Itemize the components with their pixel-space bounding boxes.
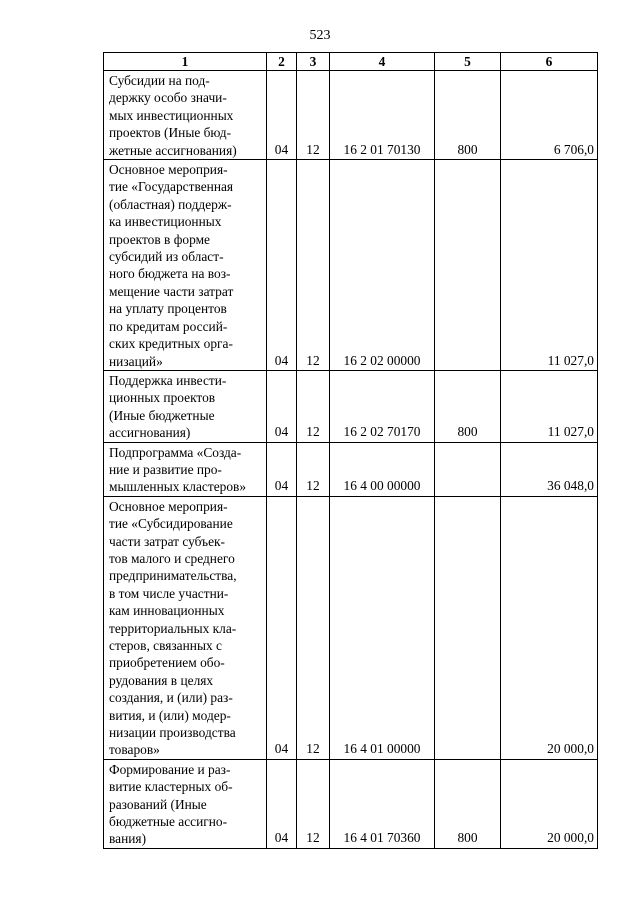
row-amount: 20 000,0: [501, 496, 598, 759]
row-expense-type: 800: [435, 759, 501, 848]
row-amount: 6 706,0: [501, 71, 598, 160]
header-col-6: 6: [501, 53, 598, 71]
row-subsection: 12: [297, 71, 330, 160]
row-subsection: 12: [297, 759, 330, 848]
header-row: [104, 53, 598, 71]
row-amount: 20 000,0: [501, 759, 598, 848]
header-col-3: 3: [297, 53, 330, 71]
table-row: [104, 442, 598, 496]
table-row: [104, 496, 598, 759]
row-expense-type: [435, 496, 501, 759]
table-row: [104, 759, 598, 848]
row-section: 04: [267, 370, 297, 442]
header-col-2: 2: [267, 53, 297, 71]
row-target-code: 16 4 01 00000: [330, 496, 435, 759]
row-amount: 11 027,0: [501, 160, 598, 371]
row-name: Формирование и раз- витие кластерных об- разований (Иные бюджетные ассигно- вания): [104, 759, 267, 848]
row-section: 04: [267, 759, 297, 848]
row-name: Поддержка инвести- ционных проектов (Иные бюджетные ассигнования): [104, 370, 267, 442]
row-name: Основное мероприя- тие «Государственная (областная) поддерж- ка инвестиционных проектов в форме субсидий из област- ного бюджета на воз- мещение части затрат на уплату процентов по кредитам россий- ских кредитных орга- низаций»: [104, 160, 267, 371]
budget-table: [103, 52, 598, 849]
row-expense-type: 800: [435, 370, 501, 442]
row-subsection: 12: [297, 160, 330, 371]
header-col-4: 4: [330, 53, 435, 71]
row-amount: 11 027,0: [501, 370, 598, 442]
row-subsection: 12: [297, 442, 330, 496]
row-section: 04: [267, 442, 297, 496]
row-target-code: 16 2 02 70170: [330, 370, 435, 442]
row-subsection: 12: [297, 496, 330, 759]
table-row: [104, 71, 598, 160]
row-expense-type: [435, 442, 501, 496]
row-name: Подпрограмма «Созда- ние и развитие про- мышленных кластеров»: [104, 442, 267, 496]
table-row: [104, 160, 598, 371]
row-target-code: 16 4 00 00000: [330, 442, 435, 496]
row-name: Основное мероприя- тие «Субсидирование части затрат субъек- тов малого и среднего предпринимательства, в том числе участни- кам инновационных территориальных кла- стеров, связанных с приобретением обо- рудования в целях создания, и (или) раз- вития, и (или) модер- низации производства товаров»: [104, 496, 267, 759]
row-target-code: 16 4 01 70360: [330, 759, 435, 848]
table-row: [104, 370, 598, 442]
row-subsection: 12: [297, 370, 330, 442]
row-section: 04: [267, 496, 297, 759]
row-section: 04: [267, 71, 297, 160]
row-expense-type: [435, 160, 501, 371]
header-col-1: 1: [104, 53, 267, 71]
row-amount: 36 048,0: [501, 442, 598, 496]
header-col-5: 5: [435, 53, 501, 71]
row-section: 04: [267, 160, 297, 371]
page-number: 523: [309, 28, 331, 43]
row-target-code: 16 2 01 70130: [330, 71, 435, 160]
row-expense-type: 800: [435, 71, 501, 160]
row-name: Субсидии на под- держку особо значи- мых инвестиционных проектов (Иные бюд- жетные ассигнования): [104, 71, 267, 160]
row-target-code: 16 2 02 00000: [330, 160, 435, 371]
